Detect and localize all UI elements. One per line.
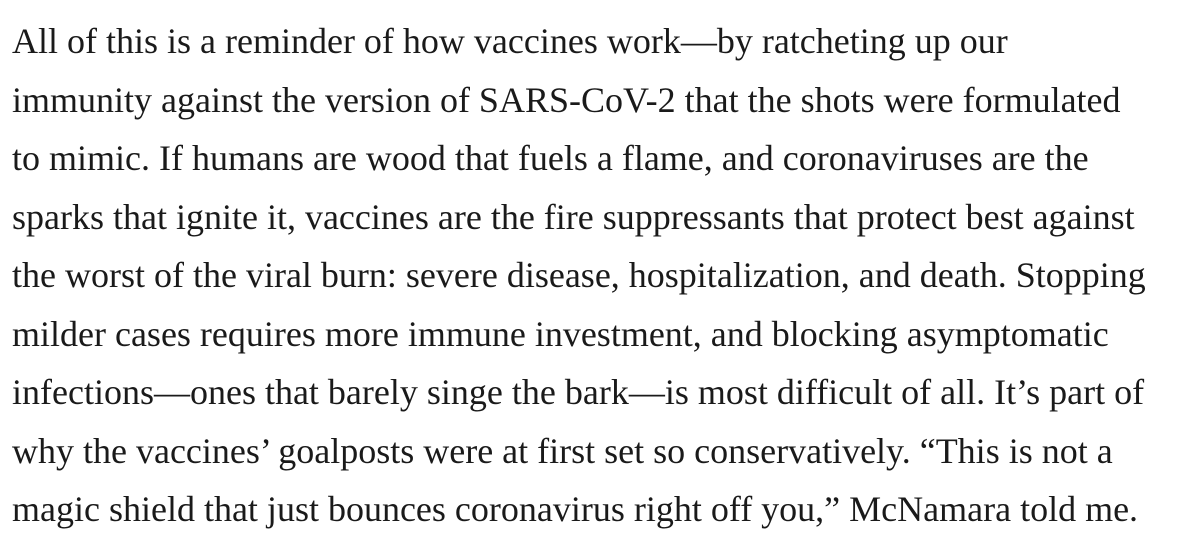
paragraph-line: immunity against the version of SARS-CoV-2 that the shots were formulated [12, 79, 1121, 120]
article-paragraph [12, 12, 1192, 539]
paragraph-line: All of this is a reminder of how vaccines work—by ratcheting up our [12, 21, 1008, 61]
paragraph-line: milder cases requires more immune investment, and blocking asymptomatic [12, 313, 1109, 354]
paragraph-line: why the vaccines’ goalposts were at first set so conservatively. “This is not a [12, 430, 1113, 471]
paragraph-line: infections—ones that barely singe the bark—is most difficult of all. It’s part of [12, 372, 1145, 412]
paragraph-line: the worst of the viral burn: severe disease, hospitalization, and death. Stopping [12, 255, 1146, 295]
paragraph-line: sparks that ignite it, vaccines are the fire suppressants that protect best against [12, 196, 1135, 237]
paragraph-line: magic shield that just bounces coronavirus right off you,” McNamara told me. [12, 489, 1139, 529]
paragraph-line: to mimic. If humans are wood that fuels a flame, and coronaviruses are the [12, 138, 1089, 178]
